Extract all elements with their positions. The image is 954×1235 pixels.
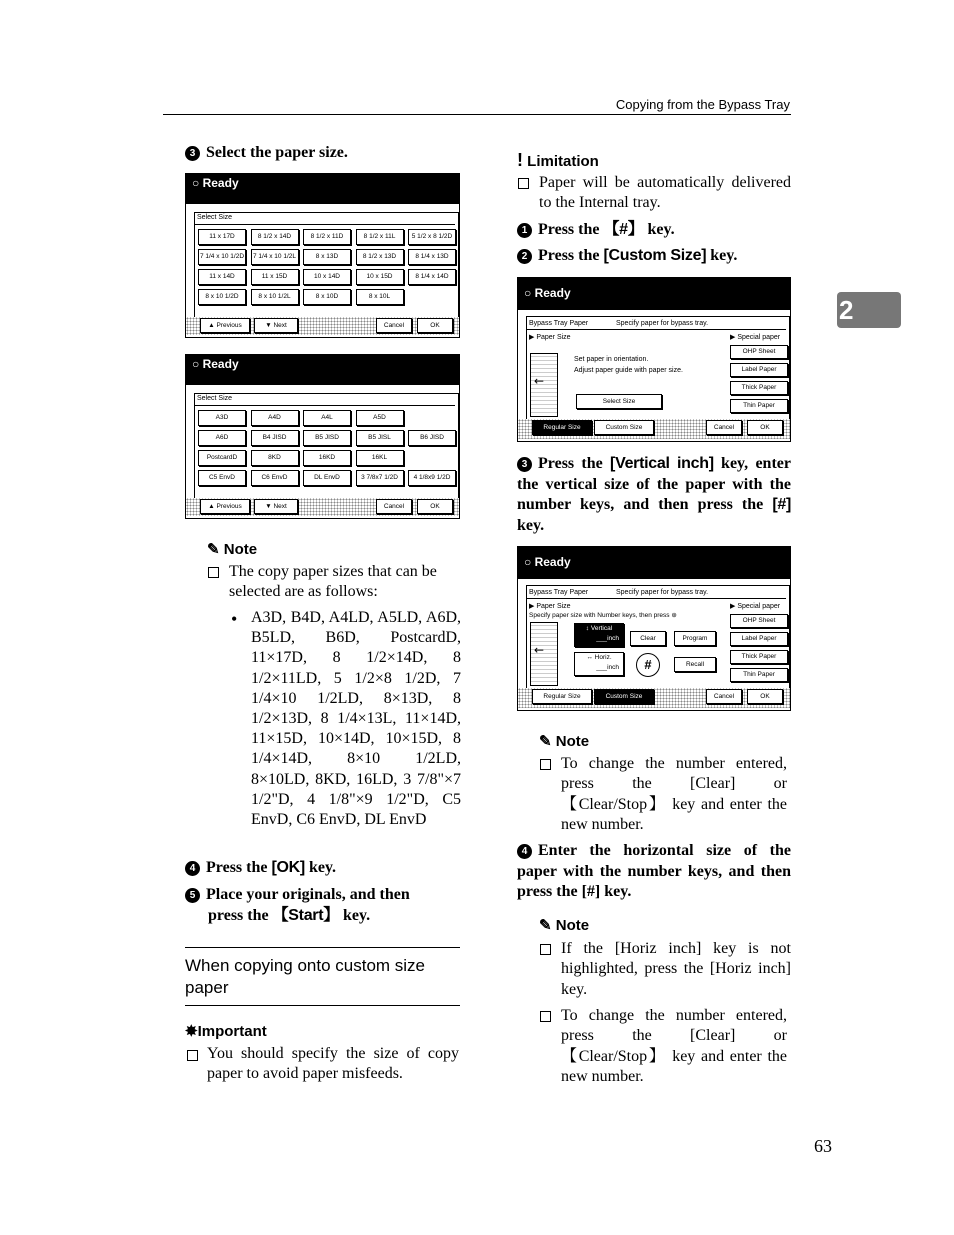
limitation-item: Paper will be automatically delivered to the Internal tray. [539, 174, 791, 212]
status-bar: ○ Ready [186, 174, 459, 204]
checkbox-bullet-icon [187, 1050, 198, 1061]
paper-size-key[interactable]: 8 1/2 x 11L [356, 229, 404, 245]
checkbox-bullet-icon [518, 178, 529, 189]
regular-size-tab[interactable]: Regular Size [532, 420, 592, 435]
regular-size-tab[interactable]: Regular Size [532, 689, 592, 704]
paper-size-key[interactable]: B5 JISD [303, 430, 351, 446]
hash-small-icon: ⊛ [671, 612, 677, 619]
step-number-icon: 4 [185, 861, 200, 876]
paper-size-key[interactable]: 5 1/2 x 8 1/2D [408, 229, 456, 245]
special-paper-button[interactable]: Thick Paper [730, 381, 788, 395]
step-number-icon: 5 [185, 888, 200, 903]
paper-size-key[interactable]: DL EnvD [303, 470, 351, 486]
note-item: To change the number entered, press the [Clear] or 【Clear/Stop】 key and enter the new number. [561, 755, 787, 833]
important-icon: ✸ [185, 1023, 198, 1040]
paper-size-key[interactable]: B5 JISL [356, 430, 404, 446]
chapter-tab: 2 [837, 292, 901, 328]
paper-size-key[interactable]: A4D [251, 410, 299, 426]
special-paper-button[interactable]: Thick Paper [730, 650, 788, 664]
checkbox-bullet-icon [540, 1011, 551, 1022]
step-3-select-size: 3 Select the paper size. [185, 143, 348, 164]
paper-size-key[interactable]: 7 1/4 x 10 1/2L [251, 249, 299, 265]
important-heading: ✸Important [185, 1023, 267, 1040]
custom-size-tab[interactable]: Custom Size [594, 420, 654, 435]
cancel-button[interactable]: Cancel [706, 689, 742, 704]
paper-size-key[interactable]: A4L [303, 410, 351, 426]
paper-size-key[interactable]: 8 x 13D [303, 249, 351, 265]
note-heading: ✎ Note [539, 917, 590, 934]
paper-size-key[interactable]: 8 x 10L [356, 289, 404, 305]
paper-size-key[interactable]: A5D [356, 410, 404, 426]
hash-key-icon[interactable]: # [636, 653, 660, 677]
bypass-tray-screen: ○ Ready Bypass Tray Paper Specify paper for bypass tray. ▶ Paper Size ← Set paper in orientation. Adjust paper guide with paper size. Select Size ▶ Special paper Regular Size Custom Size Cancel OK OHP Sheet Label Paper Thick Paper Thin Paper [517, 277, 791, 442]
special-paper-button[interactable]: Label Paper [730, 363, 788, 377]
select-size-screen-metric [185, 354, 460, 519]
status-bar: ○ Ready [518, 547, 790, 579]
previous-button[interactable]: ▲ Previous [200, 499, 250, 514]
step-number-icon: 2 [517, 249, 532, 264]
ok-button[interactable]: OK [417, 318, 453, 333]
paper-size-key[interactable]: 8 1/2 x 11D [303, 229, 351, 245]
paper-size-key[interactable]: 8 x 10D [303, 289, 351, 305]
important-item: You should specify the size of copy paper to avoid paper misfeeds. [207, 1045, 459, 1083]
recall-button[interactable]: Recall [674, 657, 716, 672]
tray-illustration [530, 353, 558, 417]
paper-size-key[interactable]: 8 x 10 1/2L [251, 289, 299, 305]
section-rule-bottom [185, 1005, 460, 1006]
section-rule-top [185, 947, 460, 948]
paper-size-key[interactable]: 4 1/8x9 1/2D [408, 470, 456, 486]
tray-illustration [530, 622, 558, 686]
special-paper-button[interactable]: Label Paper [730, 632, 788, 646]
paper-size-key[interactable]: 11 x 17D [198, 229, 246, 245]
note-item-1: If the [Horiz inch] key is not highlighted, press the [Horiz inch] key. [561, 940, 791, 998]
paper-size-key[interactable]: 8 1/2 x 13D [356, 249, 404, 265]
exclamation-icon: ! [517, 150, 523, 170]
step-number-icon: 4 [517, 844, 532, 859]
step-5-place-originals: 5 Place your originals, and then press the 【Start】 key. [185, 885, 460, 926]
step-4-horizontal-size: 4 Enter the horizontal size of the paper with the number keys, and then press the [#] key. [517, 842, 791, 900]
paper-size-key[interactable]: PostcardD [198, 450, 246, 466]
step-number-icon: 3 [517, 457, 532, 472]
paper-size-key[interactable]: 16KL [356, 450, 404, 466]
arrow-left-icon: ← [534, 643, 545, 657]
step-1-press-hash: 1 Press the 【#】 key. [517, 220, 675, 241]
paper-size-key[interactable]: B4 JISD [251, 430, 299, 446]
cancel-button[interactable]: Cancel [376, 318, 412, 333]
page-number: 63 [814, 1136, 832, 1156]
ok-button[interactable]: OK [747, 689, 783, 704]
cancel-button[interactable]: Cancel [376, 499, 412, 514]
note-item: The copy paper sizes that can be selected are as follows: [229, 563, 437, 601]
vertical-inch-button[interactable]: ↕ Vertical ___inch [574, 623, 624, 647]
custom-size-heading: When copying onto custom size paper [185, 956, 426, 997]
ok-button[interactable]: OK [747, 420, 783, 435]
paper-size-key[interactable]: 11 x 15D [251, 269, 299, 285]
paper-size-key[interactable]: 3 7/8x7 1/2D [356, 470, 404, 486]
pencil-icon: ✎ [207, 541, 220, 558]
horiz-inch-button[interactable]: ↔ Horiz. ___inch [574, 652, 624, 676]
checkbox-bullet-icon [540, 759, 551, 770]
note-heading: ✎ Note [207, 541, 258, 558]
status-bar: ○ Ready [518, 278, 790, 310]
checkbox-bullet-icon [540, 944, 551, 955]
arrow-left-icon: ← [534, 374, 545, 388]
paper-size-key[interactable]: 7 1/4 x 10 1/2D [198, 249, 246, 265]
paper-size-key[interactable]: 8KD [251, 450, 299, 466]
pencil-icon: ✎ [539, 733, 552, 750]
ready-icon: ○ [524, 286, 532, 300]
paper-size-key[interactable]: 8 x 10 1/2D [198, 289, 246, 305]
ok-button[interactable]: OK [417, 499, 453, 514]
paper-size-key[interactable]: 11 x 14D [198, 269, 246, 285]
clear-button[interactable]: Clear [630, 631, 666, 646]
program-button[interactable]: Program [674, 631, 716, 646]
note-item-2: To change the number entered, press the [Clear] or 【Clear/Stop】 key and enter the new number. [561, 1007, 787, 1085]
status-bar: ○ Ready [186, 355, 459, 385]
pencil-icon: ✎ [539, 917, 552, 934]
step-number-icon: 1 [517, 223, 532, 238]
paper-size-key[interactable]: 8 1/2 x 14D [251, 229, 299, 245]
custom-size-screen: ○ Ready Bypass Tray Paper Specify paper for bypass tray. ▶ Paper Size Specify paper size with Number keys, then press ⊛ ← ↕ Vertical ___inch ↔ Horiz. ___inch Clear Program # Recall ▶ Special paper Regular Size Custom Size Cancel OK OHP Sheet Label Paper Thick Paper Thin Paper [517, 546, 791, 711]
previous-button[interactable]: ▲ Previous [200, 318, 250, 333]
step-2-press-custom-size: 2 Press the [Custom Size] key. [517, 246, 737, 267]
select-size-screen-inch [185, 173, 460, 338]
special-paper-button[interactable]: OHP Sheet [730, 345, 788, 359]
paper-size-key[interactable]: 16KD [303, 450, 351, 466]
running-header: Copying from the Bypass Tray [615, 97, 790, 112]
paper-size-key[interactable]: 8 1/4 x 13D [408, 249, 456, 265]
select-size-label: Select Size [197, 395, 233, 402]
custom-size-tab[interactable]: Custom Size [594, 689, 654, 704]
special-paper-button[interactable]: Thin Paper [730, 668, 788, 682]
limitation-heading: ! Limitation [517, 150, 599, 170]
ready-icon: ○ [192, 176, 200, 190]
step-number-icon: 3 [185, 146, 200, 161]
paper-size-key[interactable]: 10 x 15D [356, 269, 404, 285]
bullet-icon: • [231, 609, 238, 629]
checkbox-bullet-icon [208, 567, 219, 578]
paper-size-key[interactable]: C6 EnvD [251, 470, 299, 486]
ready-icon: ○ [192, 357, 200, 371]
paper-size-key[interactable]: B6 JISD [408, 430, 456, 446]
select-size-button[interactable]: Select Size [576, 394, 662, 409]
paper-sizes-list: A3D, B4D, A4LD, A5LD, A6D, B5LD, B6D, PostcardD, 11×17D, 8 1/2×14D, 8 1/2×11LD, 5 1/2×8 1/2D, 7 1/4×10 1/2LD, 8×13D, 8 1/2×13D, 8 1/4×13L, 11×14D, 11×15D, 10×14D, 10×15D, 8 1/4×14D, 8×10 1/2LD, 8×10LD, 8KD, 16LD, 3 7/8"×7 1/2"D, 4 1/8"×9 1/2"D, C5 EnvD, C6 EnvD, DL EnvD [251, 609, 461, 829]
paper-size-key[interactable]: 10 x 14D [303, 269, 351, 285]
special-paper-button[interactable]: OHP Sheet [730, 614, 788, 628]
paper-size-key[interactable]: C5 EnvD [198, 470, 246, 486]
ready-icon: ○ [524, 555, 532, 569]
cancel-button[interactable]: Cancel [706, 420, 742, 435]
next-button[interactable]: ▼ Next [254, 318, 298, 333]
paper-size-key[interactable]: 8 1/4 x 14D [408, 269, 456, 285]
special-paper-button[interactable]: Thin Paper [730, 399, 788, 413]
header-rule [163, 114, 791, 115]
paper-size-key[interactable]: A3D [198, 410, 246, 426]
select-size-label: Select Size [197, 214, 233, 221]
step-3-vertical-inch: 3 Press the [Vertical inch] key, enter the vertical size of the paper with the number keys, and then press the [#] key. [517, 455, 791, 534]
next-button[interactable]: ▼ Next [254, 499, 298, 514]
paper-size-key[interactable]: A6D [198, 430, 246, 446]
note-heading: ✎ Note [539, 733, 590, 750]
step-4-press-ok: 4 Press the [OK] key. [185, 858, 336, 879]
